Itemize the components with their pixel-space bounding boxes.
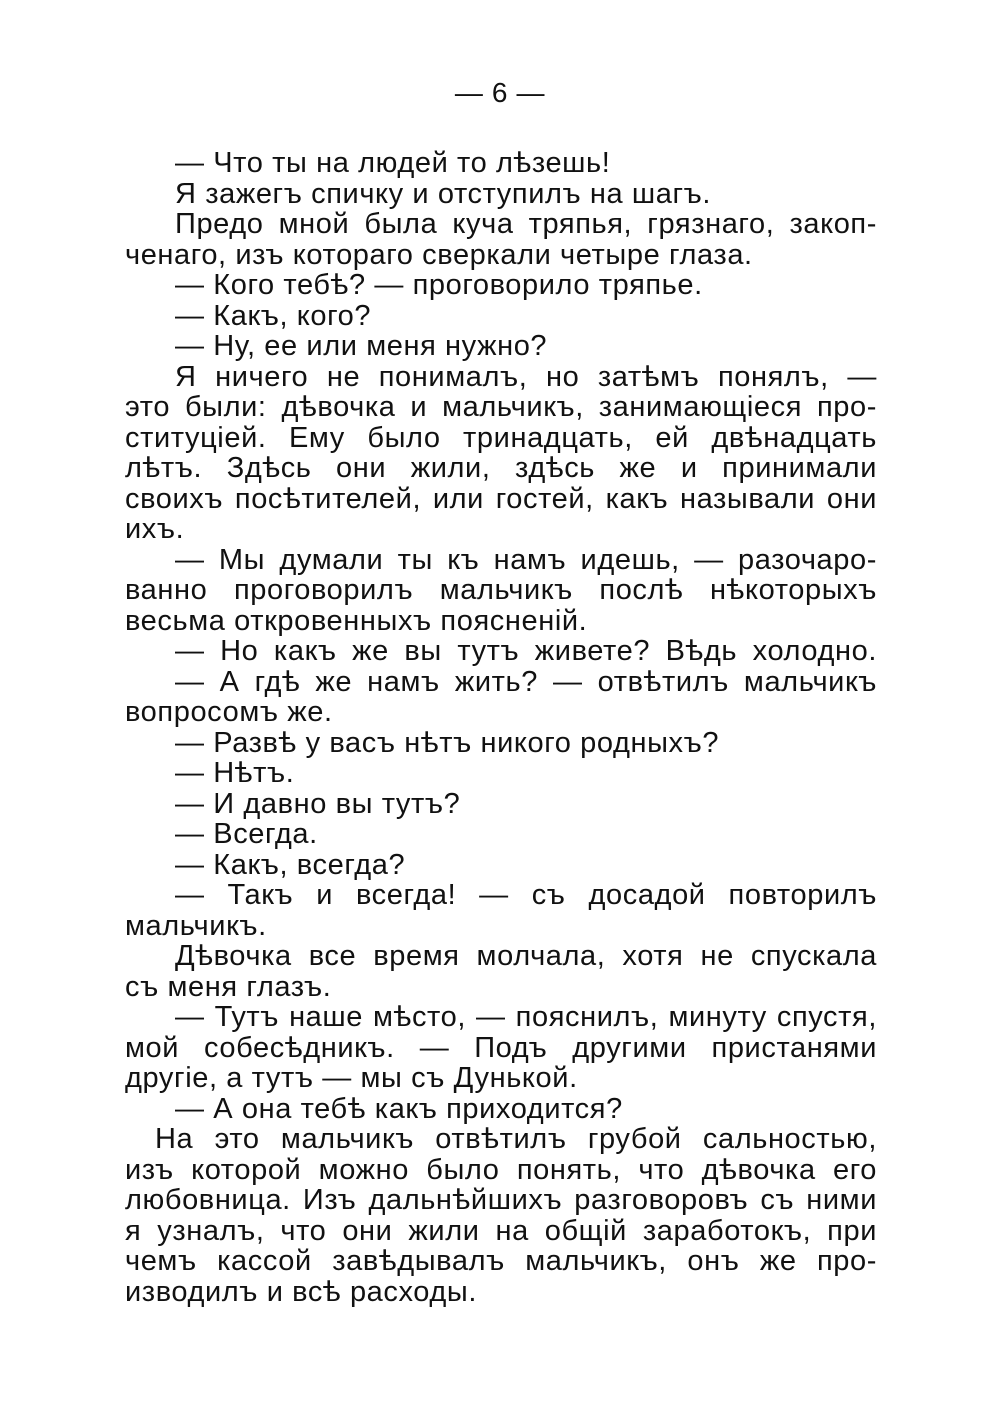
text-line: это были: дѣвочка и мальчикъ, занимающіеся про- [125, 391, 877, 423]
text-line: любовница. Изъ дальнѣйшихъ разговоровъ съ ними [125, 1184, 877, 1216]
body-text [125, 148, 877, 1307]
text-line: — Но какъ же вы тутъ живете? Вѣдь холодно. [175, 635, 877, 667]
text-line: весьма откровенныхъ поясненій. [125, 604, 588, 637]
text-line: изъ которой можно было понять, что дѣвочка его [125, 1153, 877, 1186]
text-line: — Кого тебѣ? — проговорило тряпье. [175, 269, 703, 301]
text-line: — Что ты на людей то лѣзешь! [175, 147, 611, 179]
text-line: Дѣвочка все время молчала, хотя не спускала [175, 940, 877, 972]
text-line: я узналъ, что они жили на общій заработокъ, при [125, 1214, 877, 1247]
text-line: — А гдѣ же намъ жить? — отвѣтилъ мальчикъ [175, 665, 877, 698]
text-line: ченаго, изъ котораго сверкали четыре глаза. [125, 238, 753, 271]
text-line: — Мы думали ты къ намъ идешь, — разочаро- [175, 543, 877, 576]
text-line: — Ну, ее или меня нужно? [175, 330, 548, 362]
text-line: ванно проговорилъ мальчикъ послѣ нѣкоторыхъ [125, 574, 877, 606]
text-line: ституціей. Ему было тринадцать, ей двѣнадцать [125, 421, 877, 454]
text-line: мальчикъ. [125, 909, 267, 942]
text-line: Предо мной была куча тряпья, грязнаго, закоп- [175, 208, 877, 240]
text-line: ихъ. [125, 513, 185, 545]
text-line: изводилъ и всѣ расходы. [125, 1275, 478, 1308]
text-line: своихъ посѣтителей, или гостей, какъ называли они [125, 482, 877, 515]
text-line: вопросомъ же. [125, 696, 333, 728]
text-line: — Тутъ наше мѣсто, — пояснилъ, минуту спустя, [175, 1001, 877, 1033]
text-line: — И давно вы тутъ? [175, 787, 461, 820]
text-line: На это мальчикъ отвѣтилъ грубой сальностью, [155, 1123, 877, 1155]
text-line: лѣтъ. Здѣсь они жили, здѣсь же и принимали [125, 452, 877, 484]
text-line: Я ничего не понималъ, но затѣмъ понялъ, — [175, 360, 877, 393]
text-line: — Развѣ у васъ нѣтъ никого родныхъ? [175, 726, 720, 759]
text-line: — Такъ и всегда! — съ досадой повторилъ [175, 879, 877, 911]
text-line: Я зажегъ спичку и отступилъ на шагъ. [175, 177, 712, 210]
text-line: чемъ кассой завѣдывалъ мальчикъ, онъ же про- [125, 1245, 877, 1277]
text-line: — А она тебѣ какъ приходится? [175, 1092, 623, 1125]
text-line: мой собесѣдникъ. — Подъ другими пристанями [125, 1031, 877, 1064]
text-line: другіе, а тутъ — мы съ Дунькой. [125, 1062, 578, 1094]
text-line: съ меня глазъ. [125, 970, 332, 1003]
page-number: — 6 — [454, 77, 546, 108]
text-line: — Какъ, всегда? [175, 848, 406, 881]
text-line: — Какъ, кого? [175, 299, 372, 332]
text-line: — Нѣтъ. [175, 757, 295, 789]
text-line: — Всегда. [175, 818, 318, 850]
